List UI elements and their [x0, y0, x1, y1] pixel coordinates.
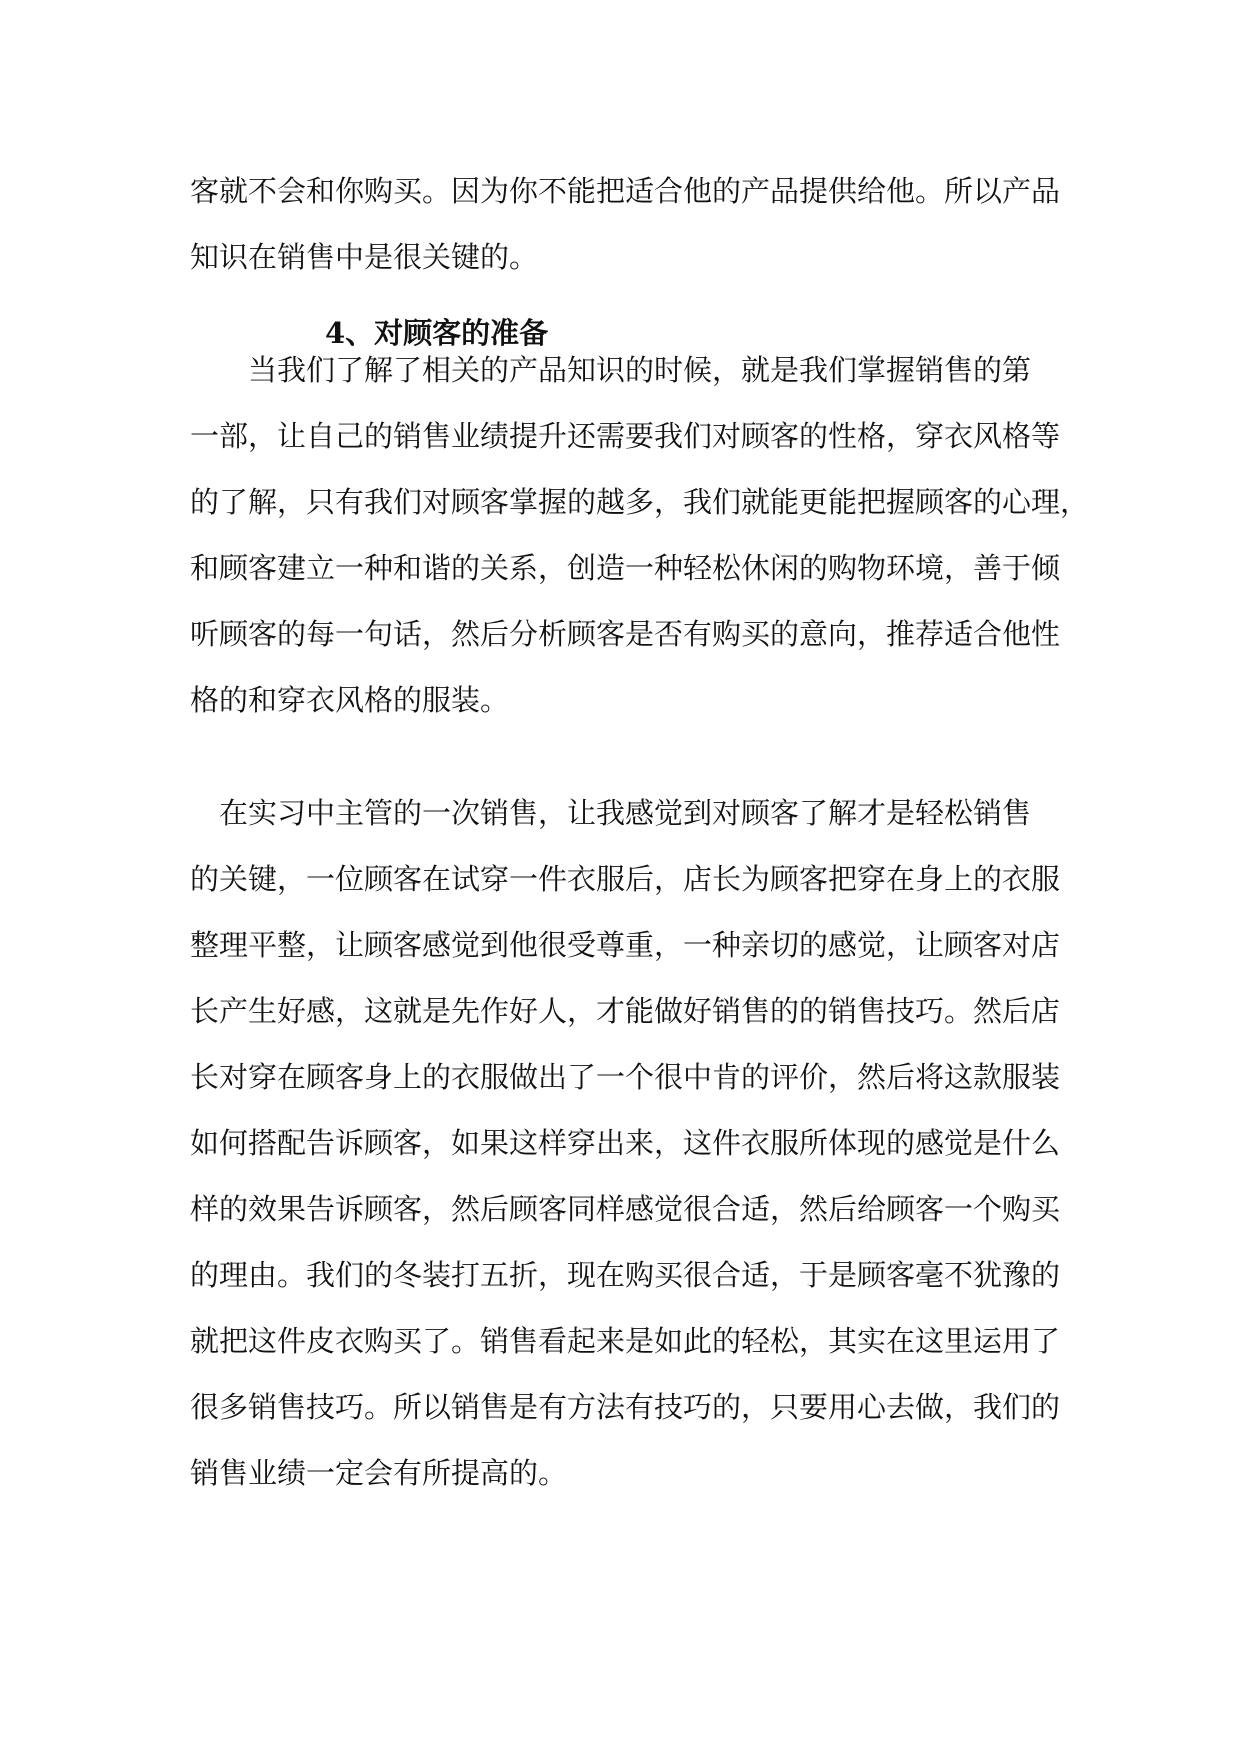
- paragraph-line: 长产生好感，这就是先作好人，才能做好销售的的销售技巧。然后店: [190, 994, 1061, 1028]
- paragraph-line: 的理由。我们的冬装打五折，现在购买很合适，于是顾客毫不犹豫的: [190, 1258, 1061, 1292]
- paragraph-line: 当我们了解了相关的产品知识的时候，就是我们掌握销售的第: [190, 353, 1032, 387]
- paragraph-line: 在实习中主管的一次销售，让我感觉到对顾客了解才是轻松销售: [190, 796, 1032, 830]
- paragraph-line: 格的和穿衣风格的服装。: [190, 683, 510, 717]
- paragraph-internship-example: [190, 780, 1060, 1506]
- paragraph-line: 和顾客建立一种和谐的关系，创造一种轻松休闲的购物环境，善于倾: [190, 551, 1061, 585]
- paragraph-line: 就把这件皮衣购买了。销售看起来是如此的轻松，其实在这里运用了: [190, 1324, 1061, 1358]
- paragraph-line: 客就不会和你购买。因为你不能把适合他的产品提供给他。所以产品: [190, 174, 1061, 208]
- paragraph-line: 整理平整，让顾客感觉到他很受尊重，一种亲切的感觉，让顾客对店: [190, 928, 1061, 962]
- paragraph-line: 很多销售技巧。所以销售是有方法有技巧的，只要用心去做，我们的: [190, 1390, 1061, 1424]
- section-heading: 4、对顾客的准备: [325, 316, 549, 350]
- paragraph-line: 一部，让自己的销售业绩提升还需要我们对顾客的性格，穿衣风格等: [190, 419, 1061, 453]
- paragraph-line: 如何搭配告诉顾客，如果这样穿出来，这件衣服所体现的感觉是什么: [190, 1126, 1061, 1160]
- paragraph-line: 长对穿在顾客身上的衣服做出了一个很中肯的评价，然后将这款服装: [190, 1060, 1061, 1094]
- paragraph-line: 知识在销售中是很关键的。: [190, 240, 539, 274]
- paragraph-line: 听顾客的每一句话，然后分析顾客是否有购买的意向，推荐适合他性: [190, 617, 1061, 651]
- paragraph-line: 的了解，只有我们对顾客掌握的越多，我们就能更能把握顾客的心理，: [190, 485, 1090, 519]
- paragraph-customer-preparation: [190, 337, 1090, 733]
- paragraph-line: 销售业绩一定会有所提高的。: [190, 1456, 568, 1490]
- paragraph-product-knowledge: [190, 158, 1060, 290]
- paragraph-line: 的关键，一位顾客在试穿一件衣服后，店长为顾客把穿在身上的衣服: [190, 862, 1061, 896]
- paragraph-line: 样的效果告诉顾客，然后顾客同样感觉很合适，然后给顾客一个购买: [190, 1192, 1061, 1226]
